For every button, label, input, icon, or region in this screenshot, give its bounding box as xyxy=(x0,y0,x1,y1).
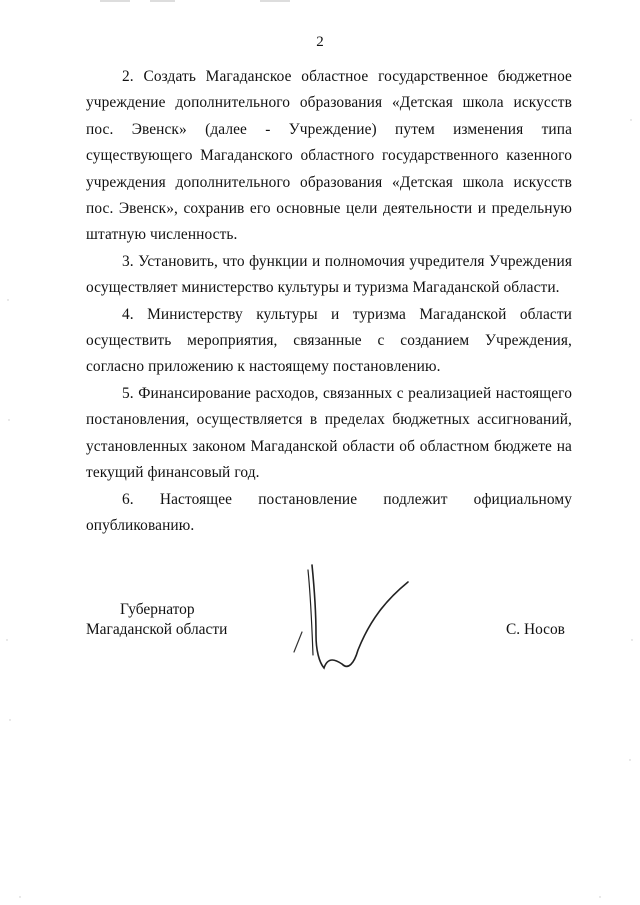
signatory-title xyxy=(86,600,286,640)
paragraph-item-3: 3. Установить, что функции и полномочия учредителя Учреждения осуществляет министерство культуры и туризма Магаданской области. xyxy=(86,252,572,297)
signatory-title-line1: Губернатор xyxy=(120,601,195,618)
handwritten-signature xyxy=(286,560,416,680)
paragraph-item-2: 2. Создать Магаданское областное государственное бюджетное учреждение дополнительного образования «Детская школа искусств пос. Эвенск» (далее - Учреждение) путем изменения типа существующего Магаданского областного государственного казенного учреждения дополнительного образования «Детская школа искусств пос. Эвенск», сохранив его основные цели деятельности и предельную штатную численность. xyxy=(86,68,572,244)
paragraph-item-6: 6. Настоящее постановление подлежит официальному опубликованию. xyxy=(86,490,572,534)
paragraph-item-5: 5. Финансирование расходов, связанных с реализацией настоящего постановления, осуществляется в пределах бюджетных ассигнований, установленных законом Магаданской области об областном бюджете на текущий финансовый год. xyxy=(86,384,572,482)
document-body xyxy=(86,64,572,539)
paragraph-item-4: 4. Министерству культуры и туризма Магаданской области осуществить мероприятия, связанные с созданием Учреждения, согласно приложению к настоящему постановлению. xyxy=(86,305,572,376)
scan-header-artifact xyxy=(90,0,320,4)
signatory-name: С. Носов xyxy=(506,621,565,638)
signatory-title-line2: Магаданской области xyxy=(86,621,228,638)
page-number: 2 xyxy=(316,34,324,50)
